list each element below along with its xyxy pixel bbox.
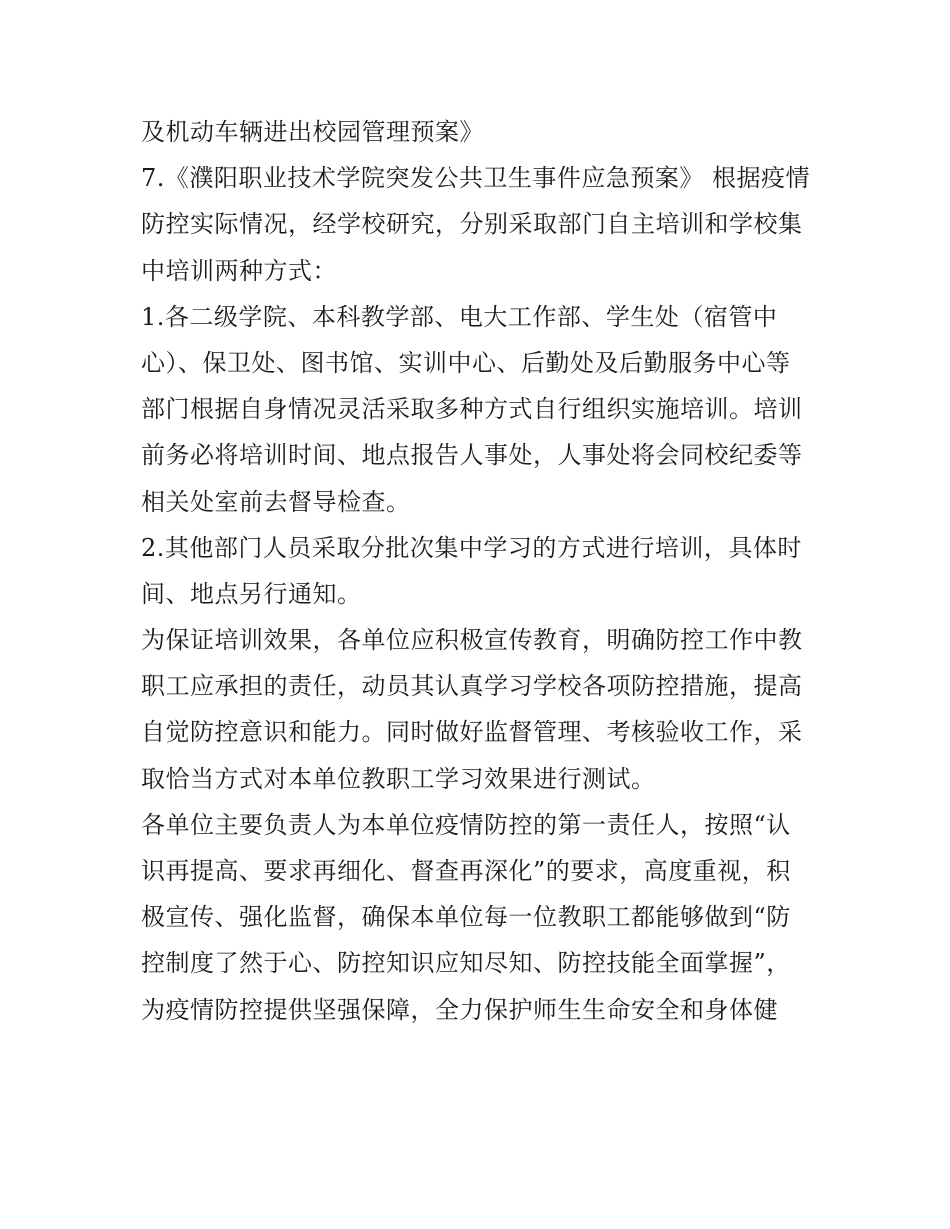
text-line: 取恰当方式对本单位教职工学习效果进行测试。 — [141, 764, 656, 793]
text-line: 间、地点另行通知。 — [141, 579, 362, 608]
text-line: 控制度了然于心、防控知识应知尽知、防控技能全面掌握”， — [141, 949, 791, 978]
text-line: 前务必将培训时间、地点报告人事处，人事处将会同校纪委等 — [141, 441, 803, 470]
text-line: 各单位主要负责人为本单位疫情防控的第一责任人，按照“认 — [141, 810, 791, 839]
text-line: 7.《濮阳职业技术学院突发公共卫生事件应急预案》 根据疫情 — [141, 164, 811, 193]
text-line: 为保证培训效果，各单位应积极宣传教育，明确防控工作中教 — [141, 626, 803, 655]
text-line: 职工应承担的责任，动员其认真学习学校各项防控措施，提高 — [141, 672, 803, 701]
text-line: 及机动车辆进出校园管理预案》 — [141, 118, 484, 146]
text-line: 自觉防控意识和能力。同时做好监督管理、考核验收工作，采 — [141, 718, 803, 747]
text-line: 部门根据自身情况灵活采取多种方式自行组织实施培训。培训 — [141, 395, 803, 424]
text-line: 为疫情防控提供坚强保障，全力保护师生生命安全和身体健 — [141, 995, 778, 1024]
text-line: 心）、保卫处、图书馆、实训中心、后勤处及后勤服务中心等 — [141, 348, 791, 377]
text-line: 极宣传、强化监督，确保本单位每一位教职工都能够做到“防 — [141, 903, 791, 932]
text-line: 1.各二级学院、本科教学部、电大工作部、学生处（宿管中 — [141, 302, 778, 331]
text-line: 防控实际情况，经学校研究，分别采取部门自主培训和学校集 — [141, 210, 803, 239]
text-line: 相关处室前去督导检查。 — [141, 487, 411, 516]
text-line: 2.其他部门人员采取分批次集中学习的方式进行培训，具体时 — [141, 533, 802, 562]
text-line: 识再提高、要求再细化、督查再深化”的要求，高度重视，积 — [141, 857, 791, 885]
document-body — [141, 109, 831, 1033]
text-line: 中培训两种方式： — [141, 256, 337, 285]
